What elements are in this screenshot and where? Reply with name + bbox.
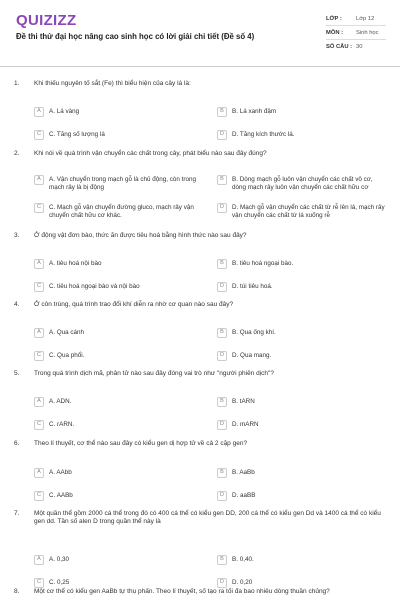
option-letter: D bbox=[217, 420, 227, 430]
header-divider bbox=[0, 66, 400, 67]
option-b[interactable] bbox=[217, 108, 387, 117]
option-text: C. Tăng số lượng lá bbox=[49, 131, 105, 138]
option-text: D. 0,20 bbox=[232, 579, 253, 586]
option-letter: B bbox=[217, 397, 227, 407]
option-b[interactable] bbox=[217, 260, 387, 269]
option-c[interactable] bbox=[34, 204, 204, 219]
meta-key: SỐ CÂU : bbox=[326, 43, 353, 50]
question-number: 2. bbox=[14, 150, 20, 157]
question-text: Ở côn trùng, quá trình trao đổi khí diễn ra nhờ cơ quan nào sau đây? bbox=[34, 301, 234, 308]
option-letter: D bbox=[217, 578, 227, 588]
option-letter: C bbox=[34, 491, 44, 501]
meta-key: MÔN : bbox=[326, 29, 344, 36]
option-d[interactable] bbox=[217, 131, 387, 140]
option-text: C. rARN. bbox=[49, 421, 75, 428]
option-text: B. tiêu hoá ngoại bào. bbox=[232, 260, 294, 267]
meta-row-subject bbox=[326, 26, 386, 40]
option-c[interactable] bbox=[34, 131, 204, 140]
question-text: Theo lí thuyết, cơ thể nào sau đây có kiểu gen dị hợp tử về cả 2 cặp gen? bbox=[34, 440, 248, 447]
option-letter: A bbox=[34, 175, 44, 185]
option-a[interactable] bbox=[34, 469, 204, 478]
question-text: Khi thiếu nguyên tố sắt (Fe) thì biểu hiện của cây lá là: bbox=[34, 80, 191, 87]
quizizz-logo: QUIZIZZ bbox=[16, 12, 77, 29]
option-letter: A bbox=[34, 397, 44, 407]
question-text: Khi nói về quá trình vận chuyển các chất trong cây, phát biểu nào sau đây đúng? bbox=[34, 150, 267, 157]
option-text: C. tiêu hoá ngoại bào và nội bào bbox=[49, 283, 140, 290]
option-b[interactable] bbox=[217, 398, 387, 407]
option-b[interactable] bbox=[217, 469, 387, 478]
document-title: Đề thi thử đại học nâng cao sinh học có lời giải chi tiết (Đề số 4) bbox=[16, 32, 255, 41]
option-letter: C bbox=[34, 351, 44, 361]
question-text: Ở động vật đơn bào, thức ăn được tiêu hoá bằng hình thức nào sau đây? bbox=[34, 232, 247, 239]
question-text: Trong quá trình dịch mã, phân tử nào sau đây đóng vai trò như "người phiên dịch"? bbox=[34, 370, 274, 377]
option-letter: B bbox=[217, 468, 227, 478]
option-text: B. Qua ống khí. bbox=[232, 329, 276, 336]
option-letter: B bbox=[217, 259, 227, 269]
option-c[interactable] bbox=[34, 492, 204, 501]
option-letter: A bbox=[34, 468, 44, 478]
option-letter: D bbox=[217, 351, 227, 361]
option-text: C. Qua phổi. bbox=[49, 352, 85, 359]
option-d[interactable] bbox=[217, 283, 387, 292]
option-text: B. Dòng mạch gỗ luôn vận chuyển các chất vô cơ, dòng mạch rây luôn vận chuyển các chất hữu cơ bbox=[232, 176, 373, 191]
option-letter: B bbox=[217, 328, 227, 338]
option-text: A. Vận chuyển trong mạch gỗ là chủ động, còn trong mạch rây là bị động bbox=[49, 176, 197, 191]
meta-value: 30 bbox=[356, 43, 363, 50]
question-number: 7. bbox=[14, 510, 20, 517]
meta-key: LỚP : bbox=[326, 15, 342, 22]
meta-value: Lớp 12 bbox=[356, 15, 375, 22]
question-8 bbox=[14, 588, 386, 596]
option-letter: A bbox=[34, 107, 44, 117]
question-text: Một quần thể gồm 2000 cá thể trong đó có 400 cá thể có kiểu gen DD, 200 cá thể có kiểu gen Dd và 1400 cá thể có kiểu gen dd. Tần số alen D trong quần thể này là bbox=[34, 510, 381, 525]
option-text: B. AaBb bbox=[232, 469, 255, 476]
document-header bbox=[0, 0, 400, 58]
question-number: 5. bbox=[14, 370, 20, 377]
option-c[interactable] bbox=[34, 579, 204, 588]
option-letter: B bbox=[217, 175, 227, 185]
option-text: C. 0,25 bbox=[49, 579, 70, 586]
option-a[interactable] bbox=[34, 108, 204, 117]
question-5 bbox=[14, 370, 386, 428]
option-letter: C bbox=[34, 578, 44, 588]
question-1 bbox=[14, 80, 386, 138]
option-letter: C bbox=[34, 420, 44, 430]
option-letter: C bbox=[34, 203, 44, 213]
option-letter: A bbox=[34, 555, 44, 565]
option-d[interactable] bbox=[217, 492, 387, 501]
option-text: A. 0,30 bbox=[49, 556, 69, 563]
question-number: 4. bbox=[14, 301, 20, 308]
option-text: B. tARN bbox=[232, 398, 255, 405]
option-a[interactable] bbox=[34, 329, 204, 338]
question-number: 6. bbox=[14, 440, 20, 447]
option-text: A. ADN. bbox=[49, 398, 72, 405]
option-text: D. Qua mang. bbox=[232, 352, 272, 359]
option-d[interactable] bbox=[217, 579, 387, 588]
option-b[interactable] bbox=[217, 176, 387, 191]
option-c[interactable] bbox=[34, 283, 204, 292]
question-7 bbox=[14, 510, 386, 586]
option-a[interactable] bbox=[34, 556, 204, 565]
option-text: D. Tăng kích thước lá. bbox=[232, 131, 295, 138]
option-letter: D bbox=[217, 203, 227, 213]
question-text: Một cơ thể có kiểu gen AaBb tự thụ phấn. Theo lí thuyết, số tạo ra tối đa bao nhiêu dòng thuần chủng? bbox=[34, 588, 330, 595]
question-3 bbox=[14, 232, 386, 290]
option-text: D. túi tiêu hoá. bbox=[232, 283, 273, 290]
option-d[interactable] bbox=[217, 204, 387, 219]
meta-box bbox=[326, 12, 386, 53]
option-text: D. aaBB bbox=[232, 492, 256, 499]
option-c[interactable] bbox=[34, 352, 204, 361]
option-text: B. 0,40. bbox=[232, 556, 254, 563]
option-a[interactable] bbox=[34, 260, 204, 269]
option-letter: C bbox=[34, 282, 44, 292]
option-letter: D bbox=[217, 491, 227, 501]
option-a[interactable] bbox=[34, 176, 204, 191]
option-text: A. AAbb bbox=[49, 469, 72, 476]
option-text: A. Lá vàng bbox=[49, 108, 80, 115]
meta-row-class bbox=[326, 12, 386, 26]
option-d[interactable] bbox=[217, 421, 387, 430]
option-letter: D bbox=[217, 130, 227, 140]
question-2 bbox=[14, 150, 386, 219]
meta-value: Sinh học bbox=[356, 29, 379, 36]
option-letter: B bbox=[217, 107, 227, 117]
option-letter: A bbox=[34, 259, 44, 269]
question-number: 3. bbox=[14, 232, 20, 239]
option-b[interactable] bbox=[217, 329, 387, 338]
question-number: 8. bbox=[14, 588, 20, 595]
option-b[interactable] bbox=[217, 556, 387, 565]
option-letter: A bbox=[34, 328, 44, 338]
option-text: C. AABb bbox=[49, 492, 73, 499]
question-6 bbox=[14, 440, 386, 499]
option-letter: D bbox=[217, 282, 227, 292]
option-a[interactable] bbox=[34, 398, 204, 407]
option-d[interactable] bbox=[217, 352, 387, 361]
option-text: D. mARN bbox=[232, 421, 259, 428]
option-c[interactable] bbox=[34, 421, 204, 430]
question-number: 1. bbox=[14, 80, 20, 87]
option-text: A. tiêu hoá nội bào bbox=[49, 260, 102, 267]
option-text: C. Mạch gỗ vận chuyển đường gluco, mạch rây vận chuyển chất hữu cơ khác. bbox=[49, 204, 194, 219]
option-text: D. Mạch gỗ vận chuyển các chất từ rễ lên lá, mạch rây vận chuyển các chất từ lá xuống rễ bbox=[232, 204, 385, 219]
option-letter: C bbox=[34, 130, 44, 140]
meta-row-count bbox=[326, 40, 386, 53]
option-text: B. Lá xanh đậm bbox=[232, 108, 277, 115]
option-text: A. Qua cánh bbox=[49, 329, 85, 336]
option-letter: B bbox=[217, 555, 227, 565]
question-4 bbox=[14, 301, 386, 359]
